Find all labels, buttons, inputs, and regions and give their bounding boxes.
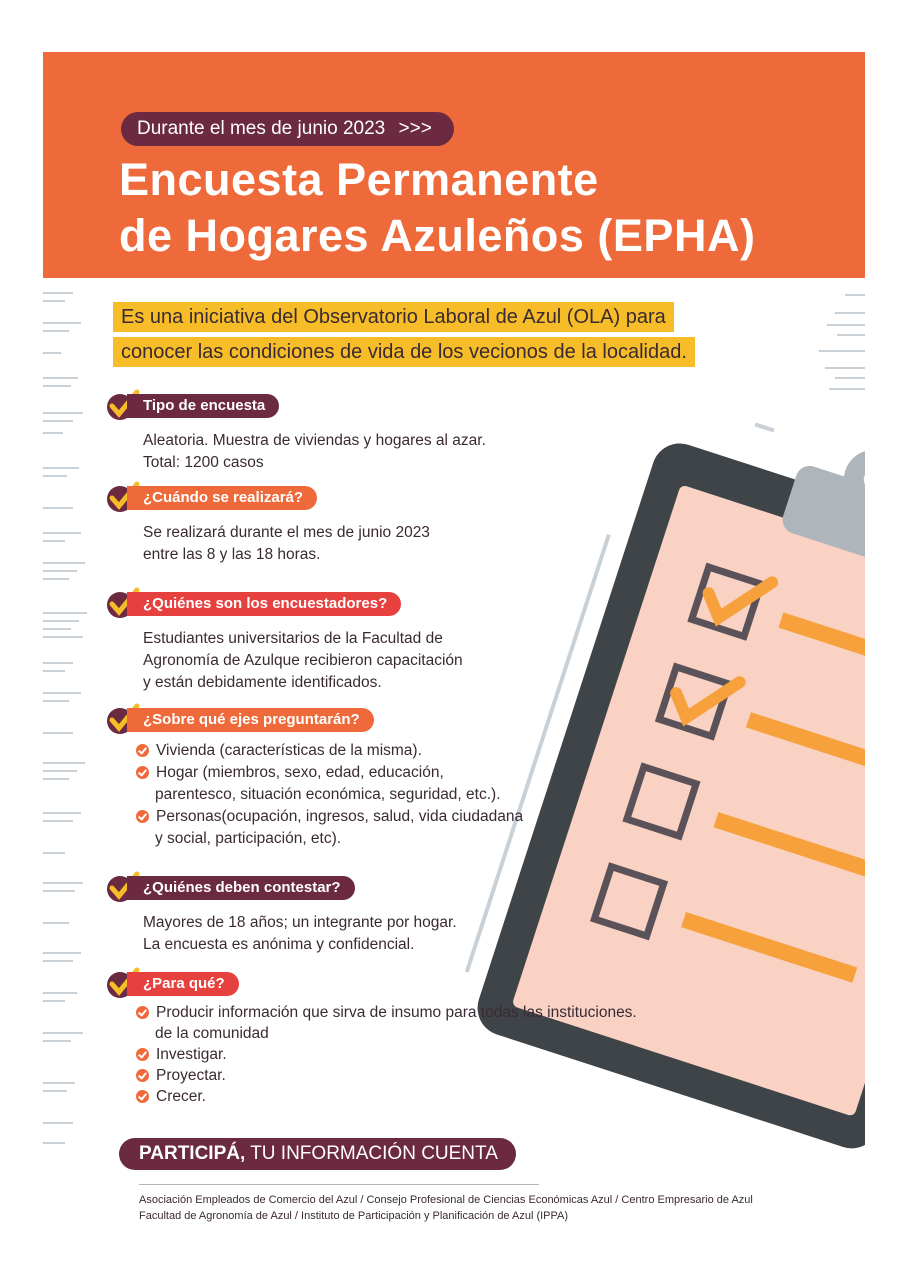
bullet-check-icon xyxy=(136,1090,149,1103)
section-ejes xyxy=(105,708,523,850)
text-line: Aleatoria. Muestra de viviendas y hogares al azar. xyxy=(143,432,486,449)
list-item: Crecer. xyxy=(155,1086,637,1107)
list-item: Personas(ocupación, ingresos, salud, vida ciudadana xyxy=(155,806,523,828)
section-para-que xyxy=(105,972,637,1107)
cta-text: TU INFORMACIÓN CUENTA xyxy=(250,1143,498,1164)
section-title: ¿Para qué? xyxy=(127,972,239,996)
bullet-check-icon xyxy=(136,1006,149,1019)
list-item: Investigar. xyxy=(155,1044,637,1065)
section-title: ¿Quiénes deben contestar? xyxy=(127,876,355,900)
list-item: Producir información que sirva de insumo para todas las instituciones. xyxy=(155,1002,637,1023)
divider xyxy=(139,1184,539,1185)
list-item: Vivienda (características de la misma). xyxy=(155,740,523,762)
left-stripes xyxy=(43,292,93,1152)
text-line: Mayores de 18 años; un integrante por hogar. xyxy=(143,914,457,931)
title-line-2: de Hogares Azuleños (EPHA) xyxy=(119,210,756,261)
bullet-check-icon xyxy=(136,810,149,823)
date-pill xyxy=(121,112,454,146)
section-cuando xyxy=(105,486,430,566)
title-line-1: Encuesta Permanente xyxy=(119,154,599,205)
bullet-check-icon xyxy=(136,1069,149,1082)
credits-line-1: Asociación Empleados de Comercio del Azul / Consejo Profesional de Ciencias Económicas Azul / Centro Empresario de Azul xyxy=(139,1194,753,1206)
credits-line-2: Facultad de Agronomía de Azul / Instituto de Participación y Planificación de Azul (IPPA) xyxy=(139,1210,569,1222)
list-item: Proyectar. xyxy=(155,1065,637,1086)
list-item-continuation: parentesco, situación económica, seguridad, etc.). xyxy=(155,786,501,803)
date-arrows-icon: >>> xyxy=(398,118,432,139)
bullet-check-icon xyxy=(136,1048,149,1061)
right-stripes xyxy=(813,292,865,402)
list-item-continuation: y social, participación, etc). xyxy=(155,830,342,847)
section-title: ¿Sobre qué ejes preguntarán? xyxy=(127,708,374,732)
text-line: Total: 1200 casos xyxy=(143,454,264,471)
list-item: Hogar (miembros, sexo, edad, educación, xyxy=(155,762,523,784)
section-title: Tipo de encuesta xyxy=(127,394,279,418)
list-item-continuation: de la comunidad xyxy=(155,1025,269,1042)
page-title xyxy=(119,152,755,264)
poster xyxy=(43,52,865,1222)
date-label: Durante el mes de junio 2023 xyxy=(137,118,386,139)
intro-line-2: conocer las condiciones de vida de los vecionos de la localidad. xyxy=(113,337,695,367)
section-tipo xyxy=(105,394,486,474)
bullet-check-icon xyxy=(136,744,149,757)
section-title: ¿Quiénes son los encuestadores? xyxy=(127,592,401,616)
header-banner xyxy=(43,52,865,278)
credits xyxy=(139,1192,753,1222)
text-line: y están debidamente identificados. xyxy=(143,674,382,691)
section-title: ¿Cuándo se realizará? xyxy=(127,486,317,510)
text-line: entre las 8 y las 18 horas. xyxy=(143,546,321,563)
intro-highlight xyxy=(113,302,695,372)
text-line: Agronomía de Azulque recibieron capacitación xyxy=(143,652,463,669)
intro-line-1: Es una iniciativa del Observatorio Laboral de Azul (OLA) para xyxy=(113,302,674,332)
text-line: Estudiantes universitarios de la Facultad de xyxy=(143,630,443,647)
section-contestar xyxy=(105,876,457,956)
text-line: La encuesta es anónima y confidencial. xyxy=(143,936,415,953)
text-line: Se realizará durante el mes de junio 2023 xyxy=(143,524,430,541)
cta-bold: PARTICIPÁ, xyxy=(139,1143,246,1164)
bullet-check-icon xyxy=(136,766,149,779)
cta-banner xyxy=(119,1138,516,1170)
section-encuestadores xyxy=(105,592,463,694)
